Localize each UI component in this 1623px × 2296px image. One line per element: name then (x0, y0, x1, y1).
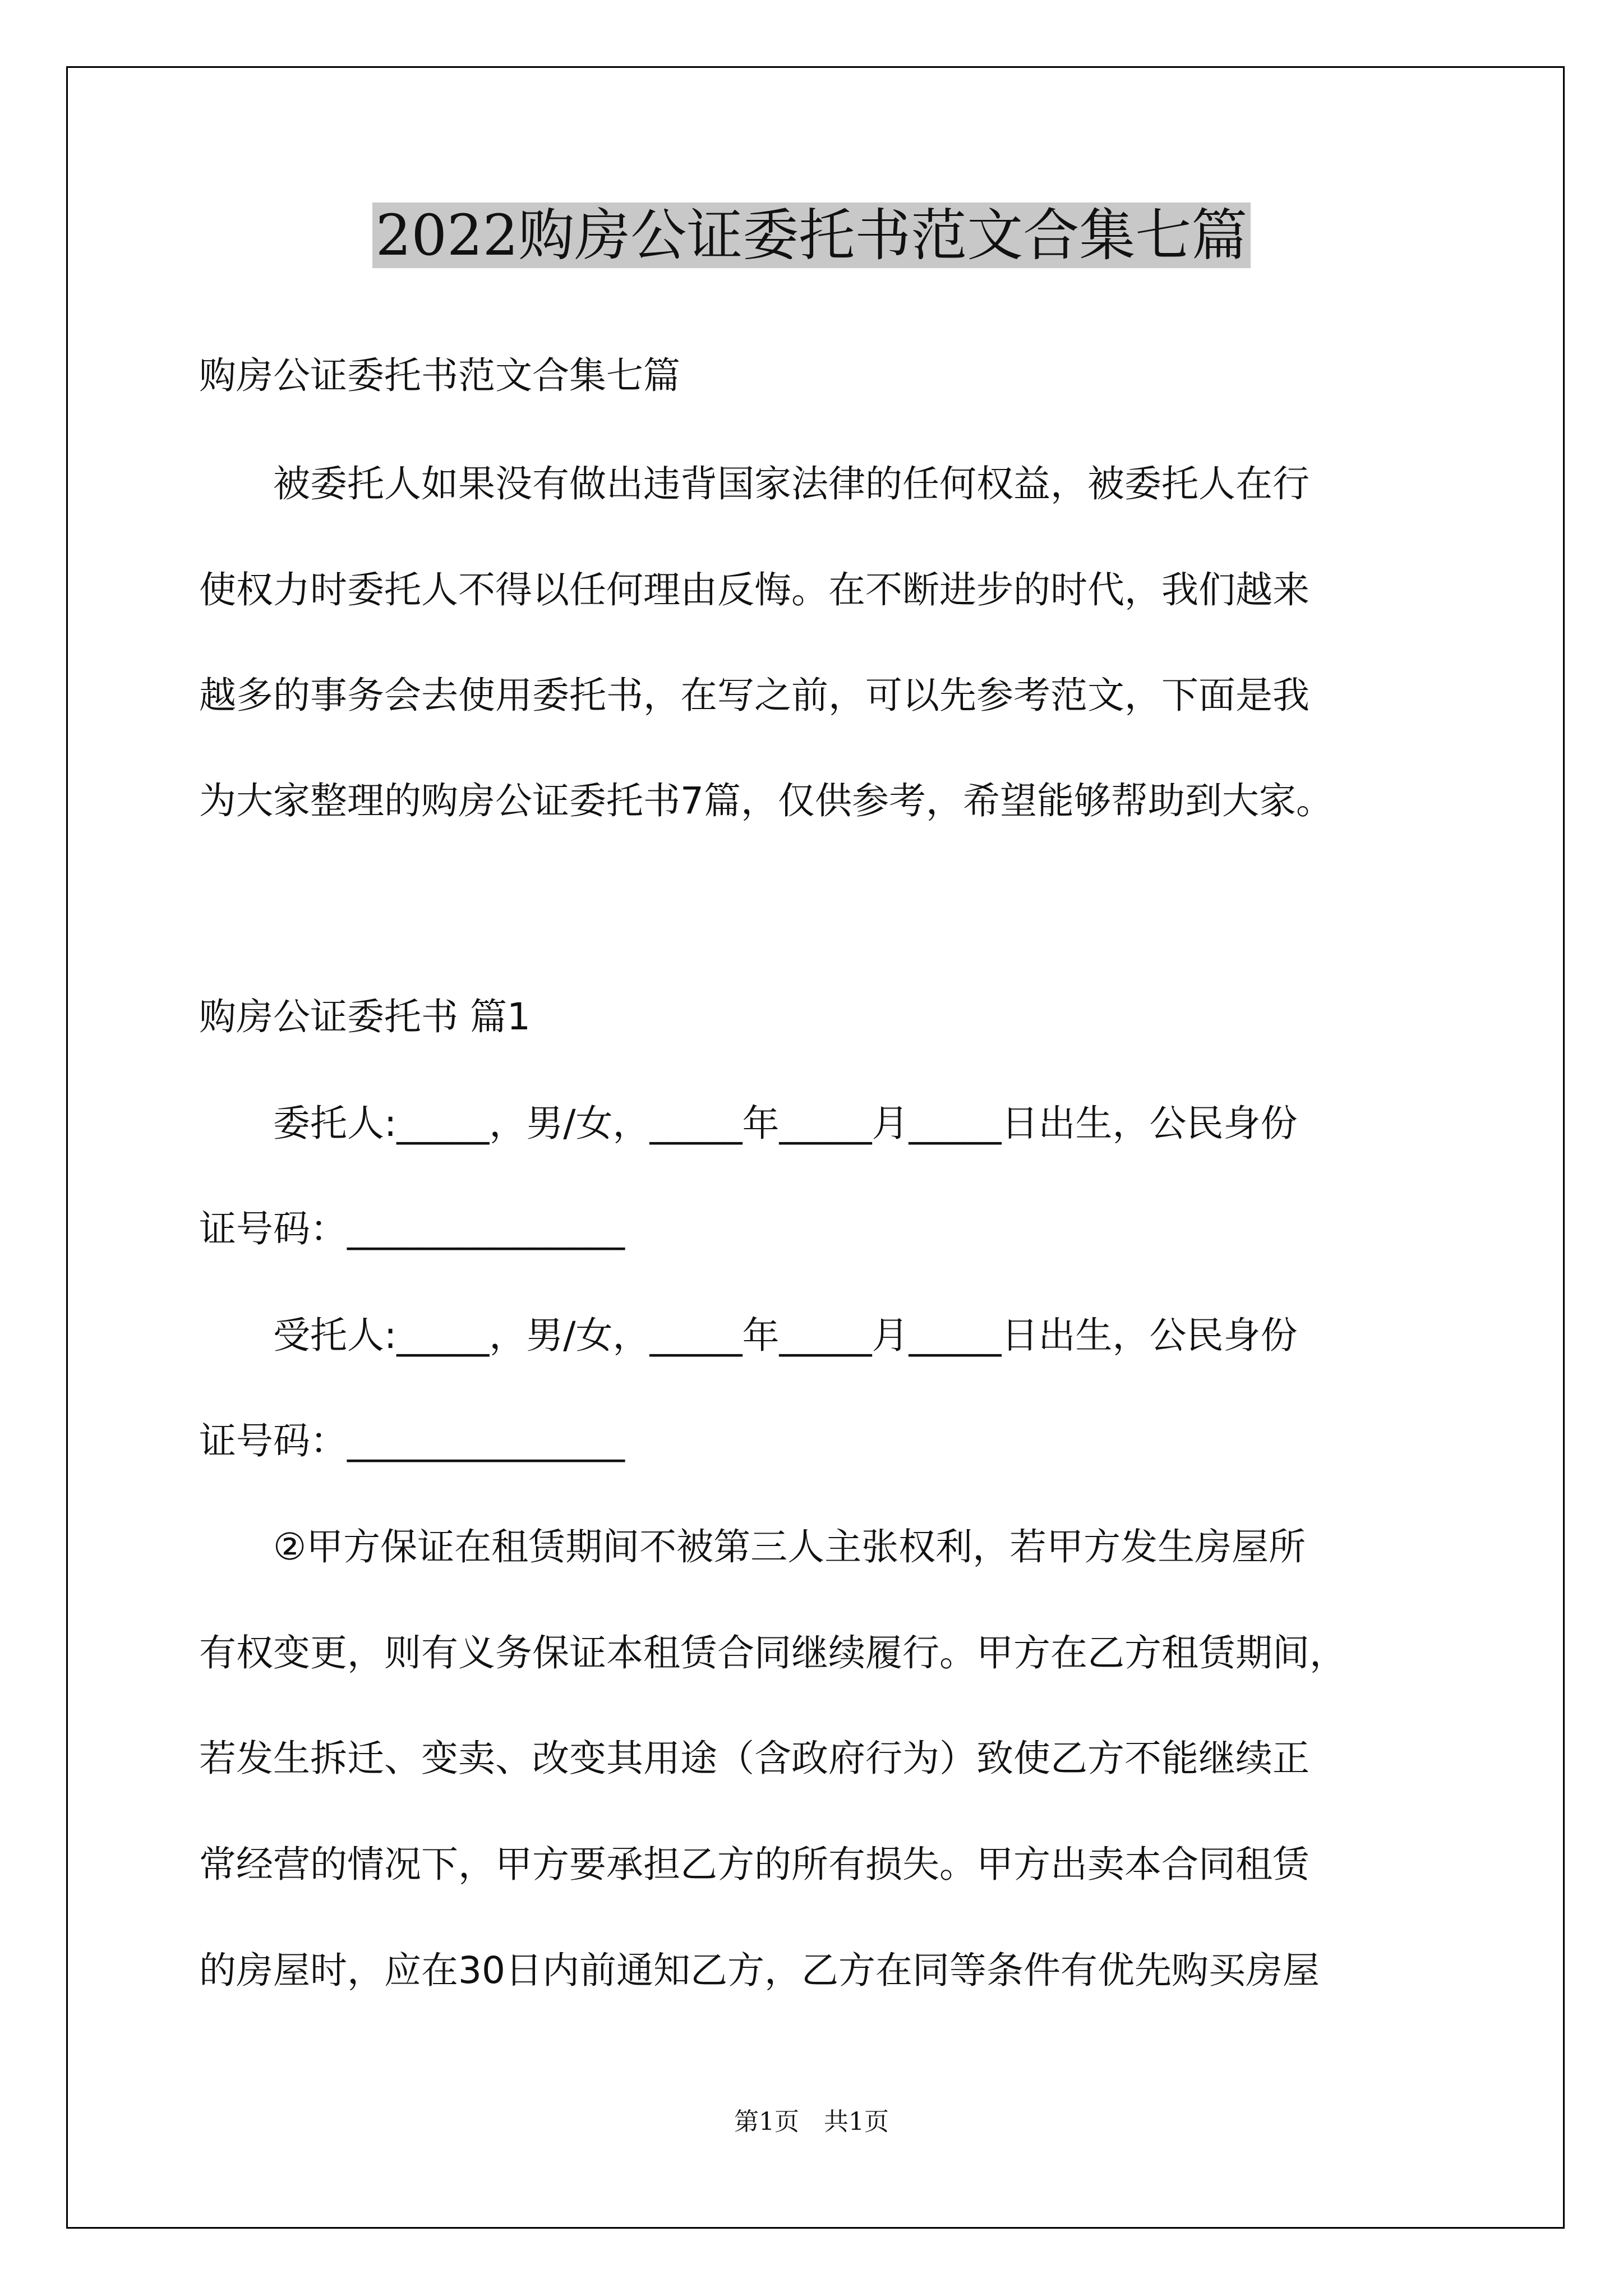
document-title (0, 196, 1623, 275)
section1-heading: 购房公证委托书 篇1 (199, 995, 531, 1038)
clause-line-5: 的房屋时，应在30日内前通知乙方，乙方在同等条件有优先购买房屋 (199, 1949, 1320, 1992)
intro-line-4: 为大家整理的购房公证委托书7篇，仅供参考，希望能够帮助到大家。 (199, 779, 1333, 822)
intro-line-1: 被委托人如果没有做出违背国家法律的任何权益，被委托人在行 (199, 462, 1310, 505)
clause-line-1: ②甲方保证在租赁期间不被第三人主张权利，若甲方发生房屋所 (199, 1525, 1306, 1568)
document-title-text: 2022购房公证委托书范文合集七篇 (372, 203, 1251, 268)
clause-line-2: 有权变更，则有义务保证本租赁合同继续履行。甲方在乙方租赁期间， (199, 1631, 1347, 1674)
agent-line-2: 证号码：_______________ (199, 1419, 625, 1462)
agent-line-1: 受托人:_____，男/女，_____年_____月_____日出生，公民身份 (199, 1314, 1298, 1357)
page-footer: 第1页 共1页 (734, 2108, 889, 2136)
intro-line-3: 越多的事务会去使用委托书，在写之前，可以先参考范文，下面是我 (199, 674, 1310, 717)
principal-line-2: 证号码：_______________ (199, 1207, 625, 1250)
principal-line-1: 委托人:_____，男/女，_____年_____月_____日出生，公民身份 (199, 1102, 1298, 1145)
document-subtitle: 购房公证委托书范文合集七篇 (199, 354, 680, 397)
clause-line-4: 常经营的情况下，甲方要承担乙方的所有损失。甲方出卖本合同租赁 (199, 1843, 1310, 1886)
intro-line-2: 使权力时委托人不得以任何理由反悔。在不断进步的时代，我们越来 (199, 568, 1310, 611)
clause-line-3: 若发生拆迁、变卖、改变其用途（含政府行为）致使乙方不能继续正 (199, 1737, 1310, 1780)
